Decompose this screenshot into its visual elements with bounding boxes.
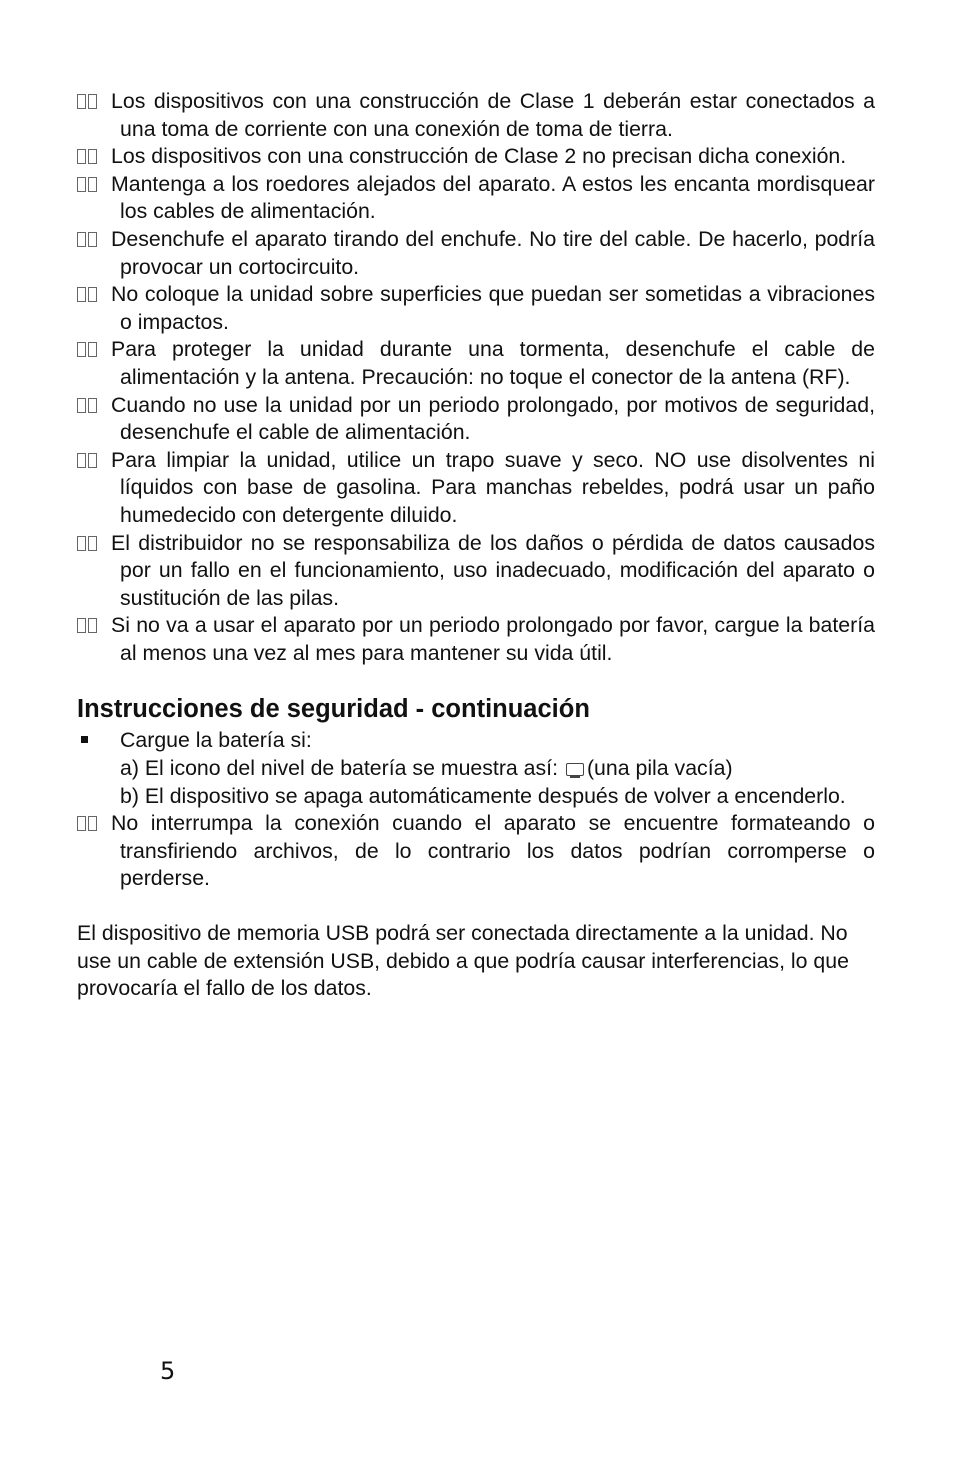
charge-a-suffix: (una pila vacía) <box>586 756 733 781</box>
list-item <box>77 143 875 171</box>
section-heading: Instrucciones de seguridad - continuación <box>77 695 590 724</box>
list-item <box>77 88 875 143</box>
list-item <box>77 336 875 391</box>
missing-glyph-icon <box>77 810 111 838</box>
charge-intro: Cargue la batería si: <box>120 728 312 753</box>
charge-a-prefix: a) El icono del nivel de batería se muestra así: <box>120 756 559 781</box>
page-number: 5 <box>160 1357 176 1385</box>
document-page <box>77 88 875 1003</box>
square-bullet-icon <box>81 736 88 743</box>
list-item-text: No coloque la unidad sobre superficies que puedan ser sometidas a vibraciones o impactos. <box>111 282 875 334</box>
charge-list-item <box>77 727 875 755</box>
missing-glyph-icon <box>77 392 111 420</box>
list-item <box>77 226 875 281</box>
charge-condition-a <box>77 755 875 783</box>
list-item-text: Si no va a usar el aparato por un periodo prolongado por favor, cargue la batería al menos una vez al mes para mantener su vida útil. <box>111 613 875 665</box>
list-item-text: Mantenga a los roedores alejados del aparato. A estos les encanta mordisquear los cables de alimentación. <box>111 171 875 224</box>
missing-glyph-icon <box>77 336 111 364</box>
missing-glyph-icon <box>77 281 111 309</box>
empty-battery-icon <box>566 763 584 776</box>
list-item <box>77 171 875 226</box>
list-item-text: Para limpiar la unidad, utilice un trapo suave y seco. NO use disolventes ni líquidos con base de gasolina. Para manchas rebeldes, podrá usar un paño humedecido con detergente diluido. <box>111 447 875 527</box>
list-item-text: Desenchufe el aparato tirando del enchufe. No tire del cable. De hacerlo, podría provocar un cortocircuito. <box>111 226 875 279</box>
usb-paragraph: El dispositivo de memoria USB podrá ser conectada directamente a la unidad. No use un cable de extensión USB, debido a que podría causar interferencias, lo que provocaría el fallo de los datos. <box>77 921 849 1001</box>
missing-glyph-icon <box>77 88 111 116</box>
list-item <box>77 612 875 667</box>
list-item-text: El distribuidor no se responsabiliza de los daños o pérdida de datos causados por un fallo en el funcionamiento, uso inadecuado, modificación del aparato o sustitución de las pilas. <box>111 530 875 610</box>
missing-glyph-icon <box>77 143 111 171</box>
list-item <box>77 530 875 613</box>
list-item <box>77 281 875 336</box>
missing-glyph-icon <box>77 226 111 254</box>
missing-glyph-icon <box>77 612 111 640</box>
missing-glyph-icon <box>77 530 111 558</box>
list-item-text: Para proteger la unidad durante una tormenta, desenchufe el cable de alimentación y la antena. Precaución: no toque el conector de la antena (RF). <box>111 337 875 389</box>
list-item-text: Cuando no use la unidad por un periodo prolongado, por motivos de seguridad, desenchufe el cable de alimentación. <box>111 392 875 445</box>
list-item <box>77 810 875 893</box>
list-item-text: No interrumpa la conexión cuando el aparato se encuentre formateando o transfiriendo archivos, de lo contrario los datos podrían corromperse o perderse. <box>111 811 875 891</box>
list-item-text: Los dispositivos con una construcción de Clase 1 deberán estar conectados a una toma de corriente con una conexión de toma de tierra. <box>111 89 875 141</box>
list-item <box>77 392 875 447</box>
list-item-text: Los dispositivos con una construcción de Clase 2 no precisan dicha conexión. <box>111 144 847 169</box>
list-item <box>77 447 875 530</box>
missing-glyph-icon <box>77 447 111 475</box>
missing-glyph-icon <box>77 171 111 199</box>
charge-condition-b: b) El dispositivo se apaga automáticamente después de volver a encenderlo. <box>120 783 846 808</box>
